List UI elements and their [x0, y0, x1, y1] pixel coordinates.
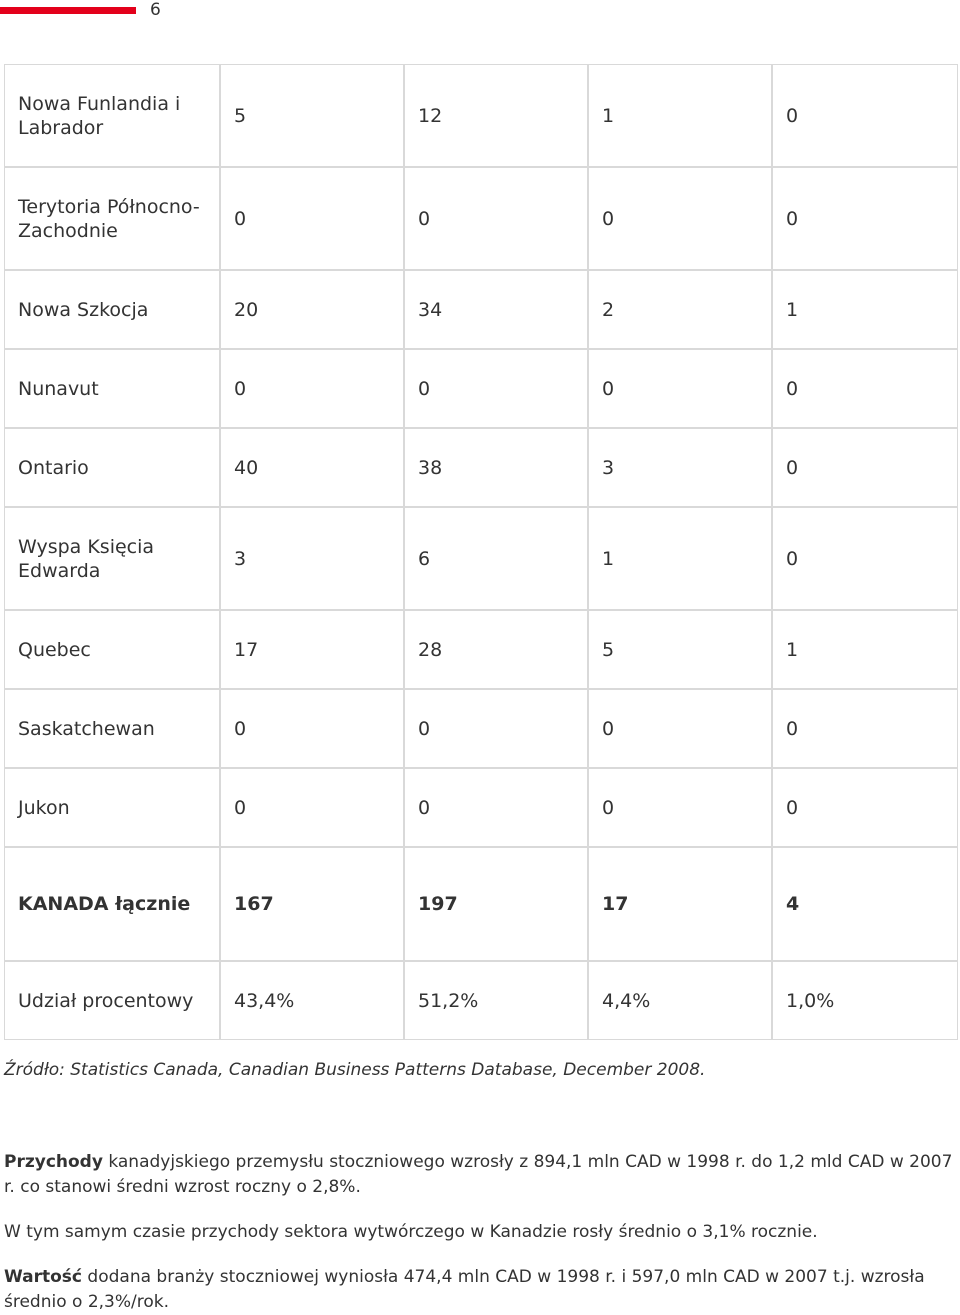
region-cell: Ontario	[4, 428, 220, 507]
region-cell: Quebec	[4, 610, 220, 689]
region-cell: KANADA łącznie	[4, 847, 220, 961]
value-cell: 3	[220, 507, 404, 610]
region-cell: Terytoria Północno-Zachodnie	[4, 167, 220, 270]
value-cell: 0	[220, 689, 404, 768]
value-cell: 2	[588, 270, 772, 349]
region-cell: Udział procentowy	[4, 961, 220, 1040]
value-cell: 12	[404, 64, 588, 167]
region-cell: Nowa Szkocja	[4, 270, 220, 349]
value-cell: 1	[588, 507, 772, 610]
table-row	[4, 768, 958, 847]
value-cell: 28	[404, 610, 588, 689]
value-cell: 0	[588, 167, 772, 270]
value-cell: 0	[588, 768, 772, 847]
page-number: 6	[150, 0, 161, 20]
paragraph-revenue	[4, 1150, 958, 1200]
source-note: Źródło: Statistics Canada, Canadian Business Patterns Database, December 2008.	[4, 1060, 706, 1080]
paragraph-bold-term: Wartość	[4, 1267, 83, 1287]
value-cell: 1	[772, 610, 958, 689]
value-cell: 1,0%	[772, 961, 958, 1040]
value-cell: 38	[404, 428, 588, 507]
table-row	[4, 64, 958, 167]
paragraph-manufacturing: W tym samym czasie przychody sektora wytwórczego w Kanadzie rosły średnio o 3,1% rocznie.	[4, 1222, 818, 1242]
value-cell: 0	[220, 768, 404, 847]
value-cell: 0	[772, 167, 958, 270]
paragraph-bold-term: Przychody	[4, 1152, 103, 1172]
value-cell: 40	[220, 428, 404, 507]
table-row	[4, 507, 958, 610]
value-cell: 34	[404, 270, 588, 349]
value-cell: 3	[588, 428, 772, 507]
value-cell: 0	[588, 349, 772, 428]
value-cell: 0	[404, 349, 588, 428]
region-cell: Wyspa Księcia Edwarda	[4, 507, 220, 610]
table-row	[4, 689, 958, 768]
value-cell: 5	[588, 610, 772, 689]
region-cell: Nunavut	[4, 349, 220, 428]
value-cell: 0	[220, 167, 404, 270]
value-cell: 0	[588, 689, 772, 768]
table-row	[4, 428, 958, 507]
paragraph-value-added	[4, 1265, 958, 1315]
value-cell: 17	[588, 847, 772, 961]
region-cell: Nowa Funlandia i Labrador	[4, 64, 220, 167]
value-cell: 1	[588, 64, 772, 167]
value-cell: 17	[220, 610, 404, 689]
table-row	[4, 167, 958, 270]
value-cell: 0	[772, 507, 958, 610]
region-cell: Saskatchewan	[4, 689, 220, 768]
total-row	[4, 847, 958, 961]
region-cell: Jukon	[4, 768, 220, 847]
value-cell: 0	[772, 428, 958, 507]
value-cell: 167	[220, 847, 404, 961]
value-cell: 4	[772, 847, 958, 961]
value-cell: 4,4%	[588, 961, 772, 1040]
value-cell: 0	[772, 768, 958, 847]
value-cell: 6	[404, 507, 588, 610]
table-row	[4, 270, 958, 349]
value-cell: 20	[220, 270, 404, 349]
share-row	[4, 961, 958, 1040]
value-cell: 0	[772, 689, 958, 768]
value-cell: 0	[220, 349, 404, 428]
value-cell: 0	[404, 689, 588, 768]
value-cell: 0	[772, 349, 958, 428]
value-cell: 197	[404, 847, 588, 961]
paragraph-text: kanadyjskiego przemysłu stoczniowego wzrosły z 894,1 mln CAD w 1998 r. do 1,2 mld CAD w 2007 r. co stanowi średni wzrost roczny o 2,8%.	[4, 1152, 953, 1197]
value-cell: 1	[772, 270, 958, 349]
value-cell: 0	[404, 768, 588, 847]
table-row	[4, 349, 958, 428]
table-row	[4, 610, 958, 689]
value-cell: 0	[772, 64, 958, 167]
header-accent-bar	[0, 7, 136, 14]
value-cell: 43,4%	[220, 961, 404, 1040]
value-cell: 5	[220, 64, 404, 167]
paragraph-text: dodana branży stoczniowej wyniosła 474,4 mln CAD w 1998 r. i 597,0 mln CAD w 2007 t.j. wzrosła średnio o 2,3%/rok.	[4, 1267, 925, 1312]
value-cell: 51,2%	[404, 961, 588, 1040]
shipyard-table	[4, 64, 958, 1040]
value-cell: 0	[404, 167, 588, 270]
page-header	[0, 0, 960, 30]
